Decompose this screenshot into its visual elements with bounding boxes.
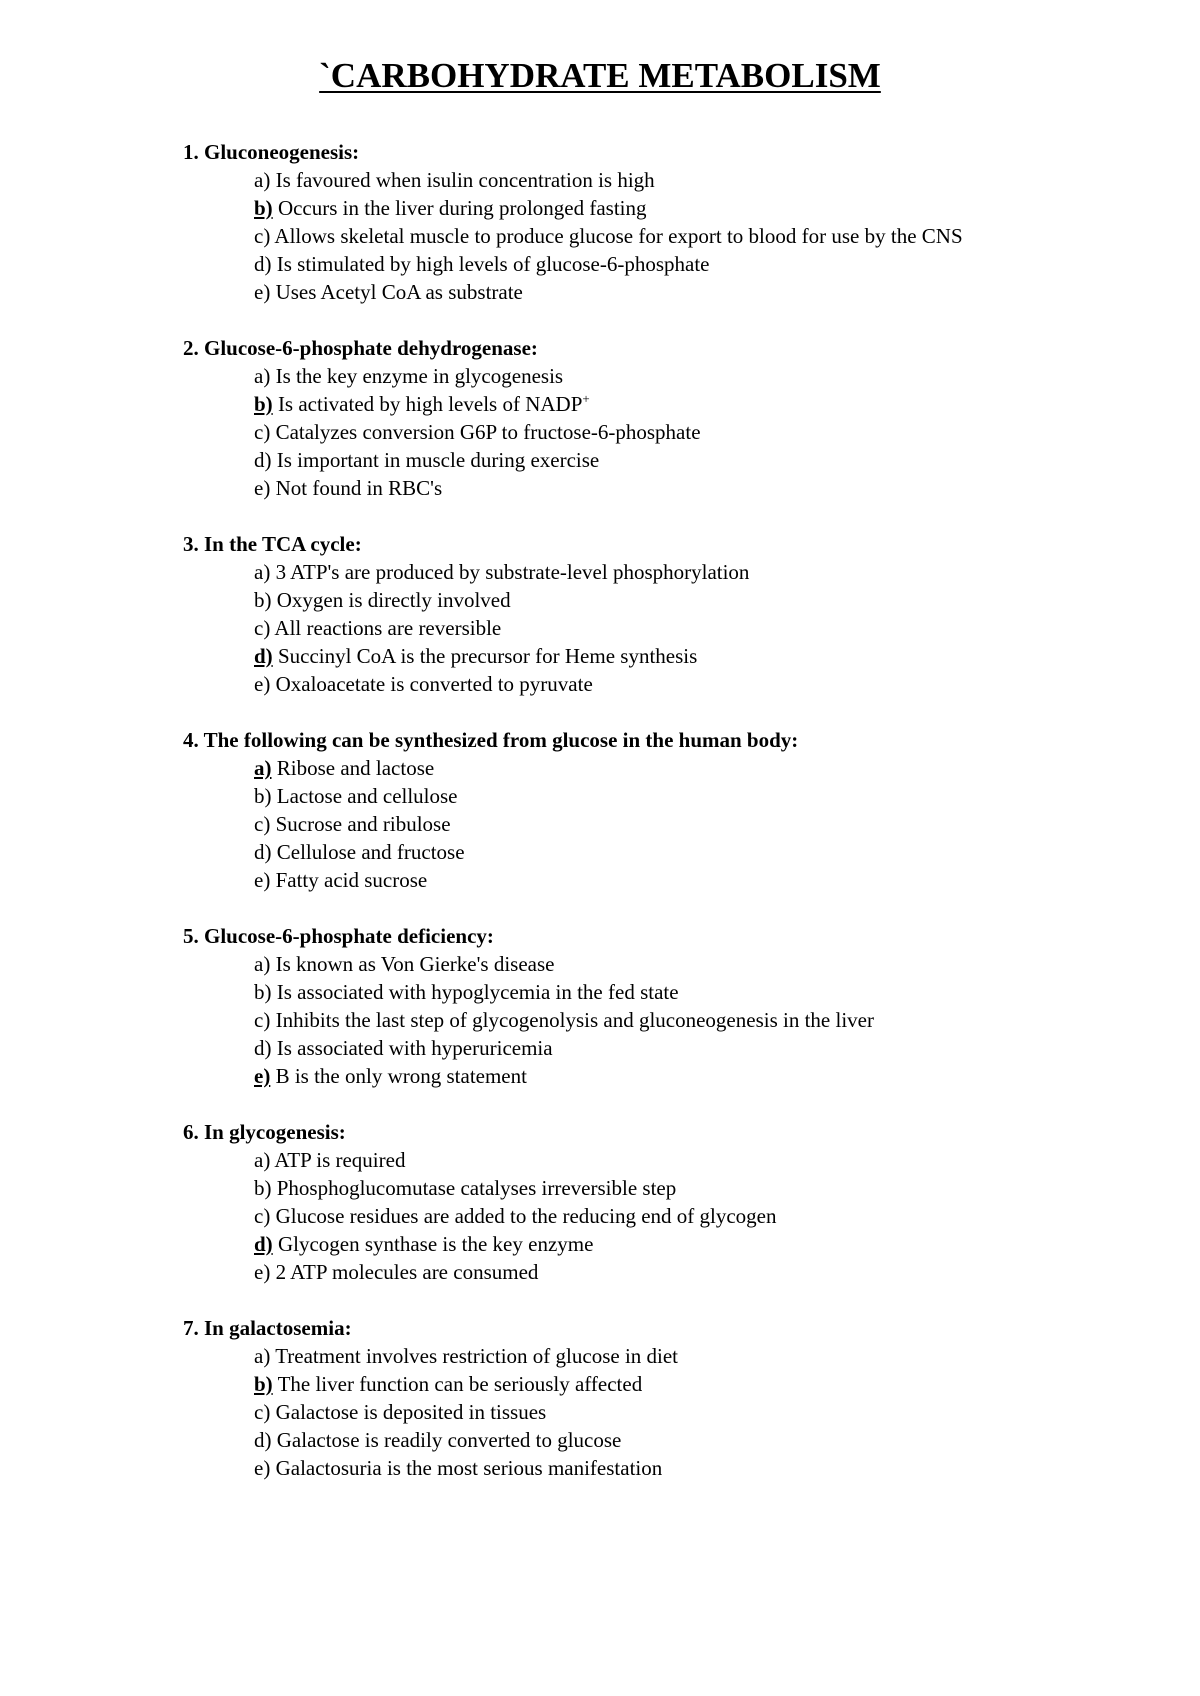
- correct-answer-letter: a): [254, 756, 272, 780]
- answer-option: [254, 586, 1123, 614]
- correct-answer-letter: e): [254, 1064, 271, 1088]
- option-letter: e): [254, 280, 271, 304]
- option-text: Is associated with hypoglycemia in the fed state: [276, 980, 679, 1004]
- question-block: [183, 1118, 1123, 1286]
- option-letter: b): [254, 1176, 272, 1200]
- option-list: [183, 166, 1123, 306]
- question-block: [183, 922, 1123, 1090]
- page-title: [0, 52, 1200, 100]
- answer-option: [254, 1230, 1123, 1258]
- option-letter: e): [254, 476, 271, 500]
- answer-option: [254, 978, 1123, 1006]
- answer-option: [254, 1342, 1123, 1370]
- answer-option: [254, 1370, 1123, 1398]
- correct-answer-letter: b): [254, 196, 273, 220]
- correct-answer-letter: d): [254, 644, 273, 668]
- option-text: Catalyzes conversion G6P to fructose-6-phosphate: [275, 420, 701, 444]
- option-letter: c): [254, 224, 271, 248]
- option-text: 3 ATP's are produced by substrate-level phosphorylation: [275, 560, 750, 584]
- option-letter: d): [254, 448, 272, 472]
- correct-answer-letter: d): [254, 1232, 273, 1256]
- option-letter: a): [254, 952, 271, 976]
- answer-option: [254, 558, 1123, 586]
- option-letter: d): [254, 840, 272, 864]
- answer-option: [254, 950, 1123, 978]
- option-list: [183, 1342, 1123, 1482]
- answer-option: [254, 642, 1123, 670]
- correct-answer-letter: b): [254, 392, 273, 416]
- option-text: All reactions are reversible: [274, 616, 502, 640]
- option-letter: c): [254, 1008, 271, 1032]
- option-letter: a): [254, 364, 271, 388]
- answer-option: [254, 250, 1123, 278]
- question-heading: 5. Glucose-6-phosphate deficiency:: [183, 924, 494, 948]
- answer-option: [254, 166, 1123, 194]
- option-text: Oxygen is directly involved: [276, 588, 511, 612]
- answer-option: [254, 1146, 1123, 1174]
- option-text: Fatty acid sucrose: [275, 868, 428, 892]
- option-list: [183, 362, 1123, 502]
- option-text: The liver function can be seriously affected: [277, 1372, 643, 1396]
- option-text: Is important in muscle during exercise: [276, 448, 600, 472]
- option-letter: a): [254, 168, 271, 192]
- question-block: [183, 1314, 1123, 1482]
- option-letter: d): [254, 1428, 272, 1452]
- option-text: Inhibits the last step of glycogenolysis and gluconeogenesis in the liver: [275, 1008, 874, 1032]
- question-heading: 2. Glucose-6-phosphate dehydrogenase:: [183, 336, 538, 360]
- option-letter: b): [254, 588, 272, 612]
- option-letter: d): [254, 252, 272, 276]
- answer-option: [254, 222, 1123, 250]
- answer-option: [254, 782, 1123, 810]
- option-letter: c): [254, 812, 271, 836]
- option-text: Is the key enzyme in glycogenesis: [275, 364, 564, 388]
- option-text: Is activated by high levels of NADP: [277, 392, 583, 416]
- answer-option: [254, 278, 1123, 306]
- option-letter: c): [254, 1204, 271, 1228]
- option-letter: b): [254, 784, 272, 808]
- option-text: Phosphoglucomutase catalyses irreversible step: [276, 1176, 677, 1200]
- answer-option: [254, 1426, 1123, 1454]
- option-text: Glucose residues are added to the reducing end of glycogen: [275, 1204, 777, 1228]
- option-text: Galactosuria is the most serious manifestation: [275, 1456, 663, 1480]
- answer-option: [254, 1006, 1123, 1034]
- answer-option: [254, 418, 1123, 446]
- option-text: Treatment involves restriction of glucose in diet: [275, 1344, 679, 1368]
- answer-option: [254, 1034, 1123, 1062]
- answer-option: [254, 1398, 1123, 1426]
- option-letter: a): [254, 1148, 271, 1172]
- question-heading: 1. Gluconeogenesis:: [183, 140, 360, 164]
- option-letter: c): [254, 616, 271, 640]
- option-text: Ribose and lactose: [276, 756, 435, 780]
- correct-answer-letter: b): [254, 1372, 273, 1396]
- answer-option: [254, 670, 1123, 698]
- answer-option: [254, 1454, 1123, 1482]
- question-heading: 4. The following can be synthesized from glucose in the human body:: [183, 728, 799, 752]
- option-text: Occurs in the liver during prolonged fasting: [277, 196, 647, 220]
- answer-option: [254, 1258, 1123, 1286]
- answer-option: [254, 446, 1123, 474]
- question-heading: 6. In glycogenesis:: [183, 1120, 346, 1144]
- option-list: [183, 558, 1123, 698]
- page-title-text: `CARBOHYDRATE METABOLISM: [319, 56, 881, 95]
- option-text: ATP is required: [274, 1148, 406, 1172]
- answer-option: [254, 810, 1123, 838]
- option-text: Lactose and cellulose: [276, 784, 458, 808]
- option-letter: e): [254, 1456, 271, 1480]
- answer-option: [254, 390, 1123, 418]
- option-letter: e): [254, 1260, 271, 1284]
- answer-option: [254, 362, 1123, 390]
- option-text: Sucrose and ribulose: [275, 812, 451, 836]
- option-text: 2 ATP molecules are consumed: [275, 1260, 539, 1284]
- option-text: Succinyl CoA is the precursor for Heme synthesis: [277, 644, 698, 668]
- answer-option: [254, 1202, 1123, 1230]
- question-block: [183, 138, 1123, 306]
- question-block: [183, 334, 1123, 502]
- question-block: [183, 726, 1123, 894]
- option-text: Is stimulated by high levels of glucose-6-phosphate: [276, 252, 710, 276]
- answer-option: [254, 1174, 1123, 1202]
- superscript-charge: +: [582, 391, 590, 406]
- answer-option: [254, 1062, 1123, 1090]
- question-heading: 7. In galactosemia:: [183, 1316, 352, 1340]
- option-text: Is favoured when isulin concentration is high: [275, 168, 655, 192]
- answer-option: [254, 474, 1123, 502]
- option-letter: b): [254, 980, 272, 1004]
- question-heading: 3. In the TCA cycle:: [183, 532, 362, 556]
- option-letter: c): [254, 1400, 271, 1424]
- option-text: Galactose is readily converted to glucose: [276, 1428, 622, 1452]
- option-letter: c): [254, 420, 271, 444]
- option-text: Uses Acetyl CoA as substrate: [275, 280, 523, 304]
- question-list: [183, 138, 1123, 1510]
- option-list: [183, 950, 1123, 1090]
- option-text: Not found in RBC's: [275, 476, 443, 500]
- option-letter: d): [254, 1036, 272, 1060]
- option-text: Oxaloacetate is converted to pyruvate: [275, 672, 593, 696]
- option-text: Allows skeletal muscle to produce glucose for export to blood for use by the CNS: [274, 224, 963, 248]
- answer-option: [254, 754, 1123, 782]
- option-letter: e): [254, 868, 271, 892]
- option-text: B is the only wrong statement: [275, 1064, 527, 1088]
- option-text: Is associated with hyperuricemia: [276, 1036, 553, 1060]
- option-letter: a): [254, 1344, 271, 1368]
- option-text: Galactose is deposited in tissues: [275, 1400, 547, 1424]
- option-letter: e): [254, 672, 271, 696]
- question-block: [183, 530, 1123, 698]
- option-text: Is known as Von Gierke's disease: [275, 952, 555, 976]
- option-letter: a): [254, 560, 271, 584]
- option-list: [183, 754, 1123, 894]
- option-list: [183, 1146, 1123, 1286]
- option-text: Cellulose and fructose: [276, 840, 465, 864]
- answer-option: [254, 838, 1123, 866]
- option-text: Glycogen synthase is the key enzyme: [277, 1232, 594, 1256]
- answer-option: [254, 614, 1123, 642]
- answer-option: [254, 194, 1123, 222]
- answer-option: [254, 866, 1123, 894]
